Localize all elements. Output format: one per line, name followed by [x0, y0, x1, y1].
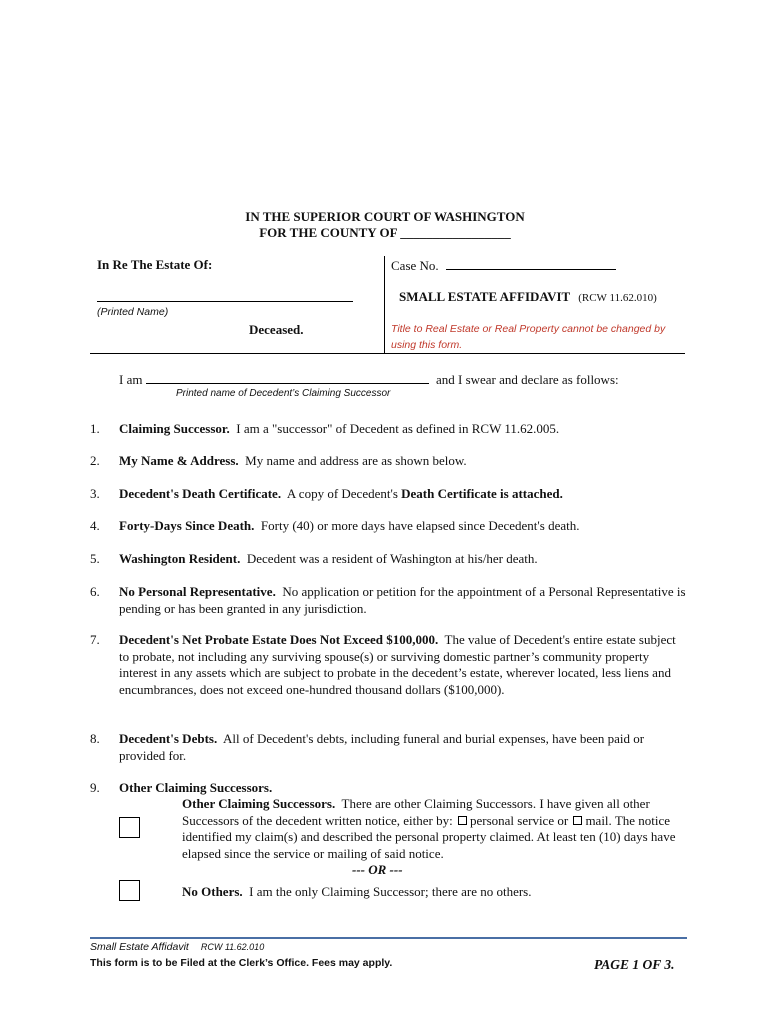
item-heading: Decedent's Net Probate Estate Does Not Exceed $100,000.	[119, 632, 439, 647]
item-number: 5.	[90, 551, 100, 566]
or-divider: --- OR ---	[352, 862, 403, 877]
item-heading: Claiming Successor.	[119, 421, 230, 436]
footer-form-title: Small Estate Affidavit	[90, 941, 189, 953]
personal-service-label: personal service or	[470, 812, 569, 828]
caption-bottom-rule	[90, 353, 685, 354]
footer-form-name	[90, 941, 264, 953]
item-decedents-debts	[119, 731, 689, 764]
item-number: 4.	[90, 518, 100, 533]
item-text: All of Decedent's debts, including funeral and burial expenses, have been paid or provided for.	[119, 731, 645, 763]
court-line-2: FOR THE COUNTY OF _________________	[259, 225, 511, 240]
item-number: 6.	[90, 584, 100, 599]
option-text-2: The notice identified my claim(s) and described the personal property claimed. At least ten (10) days have elapsed since the service or mailing of said notice.	[182, 812, 676, 861]
form-title-text: SMALL ESTATE AFFIDAVIT	[399, 289, 571, 304]
decedent-name-line[interactable]	[97, 301, 353, 302]
case-number-label: Case No.	[391, 258, 439, 273]
option-heading: Other Claiming Successors.	[182, 796, 336, 811]
item-other-claiming-successors	[119, 780, 689, 797]
claimant-name-input-line[interactable]	[146, 371, 429, 384]
item-net-probate-estate	[119, 632, 689, 698]
item-text: Decedent was a resident of Washington at his/her death.	[246, 551, 538, 566]
case-number-input-line[interactable]	[446, 257, 616, 270]
footer-rcw: RCW 11.62.010	[200, 942, 265, 952]
option-other-successors	[182, 796, 692, 862]
item-text: My name and address are as shown below.	[245, 453, 467, 468]
item-text: The value of Decedent's entire estate subject to probate, not including any surviving spouse(s) or surviving domestic partner’s community property interest in any assets which are subject to probate in the decedent’s estate, wherever located, less liens and encumbrances, does not exceed one-hundred thousand dollars ($100,000).	[119, 632, 676, 697]
intro-statement	[119, 371, 619, 388]
i-am-label: I am	[119, 372, 143, 387]
mail-label: mail.	[585, 812, 612, 828]
item-heading: Decedent's Death Certificate.	[119, 486, 282, 501]
item-heading: Decedent's Debts.	[119, 731, 218, 746]
footer-rule	[90, 937, 687, 939]
option-no-others	[182, 884, 692, 901]
item-heading: No Personal Representative.	[119, 584, 276, 599]
item-no-personal-representative	[119, 584, 689, 617]
deceased-label: Deceased.	[249, 322, 304, 337]
court-line-1: IN THE SUPERIOR COURT OF WASHINGTON	[245, 209, 525, 224]
item-heading: Other Claiming Successors.	[119, 780, 273, 795]
caption-divider	[384, 256, 385, 353]
swear-label: and I swear and declare as follows:	[435, 372, 619, 387]
other-successors-checkbox[interactable]	[119, 817, 140, 838]
item-number: 2.	[90, 453, 100, 468]
personal-service-checkbox[interactable]	[458, 816, 467, 825]
option-text: There are other Claiming Successors. I have given all other Successors of the decedent written notice, either by:	[182, 796, 650, 828]
item-text: A copy of Decedent's	[286, 486, 398, 501]
page-number: PAGE 1 OF 3.	[594, 957, 675, 972]
item-number: 3.	[90, 486, 100, 501]
item-heading: Forty-Days Since Death.	[119, 518, 255, 533]
item-text: No application or petition for the appointment of a Personal Representative is pending or has been granted in any jurisdiction.	[119, 584, 686, 616]
item-heading: Washington Resident.	[119, 551, 241, 566]
form-title-rcw: (RCW 11.62.010)	[578, 292, 657, 304]
printed-name-label: (Printed Name)	[97, 306, 169, 318]
option-heading: No Others.	[182, 884, 243, 899]
item-bold-tail: Death Certificate is attached.	[401, 486, 563, 501]
item-claiming-successor	[119, 421, 689, 438]
estate-label: In Re The Estate Of:	[97, 257, 213, 272]
court-heading	[0, 209, 770, 241]
case-number-field	[391, 257, 616, 274]
mail-checkbox[interactable]	[573, 816, 582, 825]
item-death-certificate	[119, 486, 689, 503]
item-number: 7.	[90, 632, 100, 647]
item-number: 8.	[90, 731, 100, 746]
item-number: 1.	[90, 421, 100, 436]
no-others-checkbox[interactable]	[119, 880, 140, 901]
item-number: 9.	[90, 780, 100, 795]
form-title	[399, 289, 657, 305]
claimant-name-caption: Printed name of Decedent’s Claiming Successor	[176, 388, 391, 399]
item-forty-days	[119, 518, 689, 535]
item-text: Forty (40) or more days have elapsed since Decedent's death.	[260, 518, 580, 533]
real-estate-warning: Title to Real Estate or Real Property cannot be changed by using this form.	[391, 323, 666, 351]
item-text: I am a "successor" of Decedent as defined in RCW 11.62.005.	[236, 421, 560, 436]
item-heading: My Name & Address.	[119, 453, 239, 468]
item-washington-resident	[119, 551, 689, 568]
footer-filing-note: This form is to be Filed at the Clerk’s Office. Fees may apply.	[90, 957, 393, 969]
option-text: I am the only Claiming Successor; there are no others.	[249, 884, 532, 899]
item-name-address	[119, 453, 689, 470]
